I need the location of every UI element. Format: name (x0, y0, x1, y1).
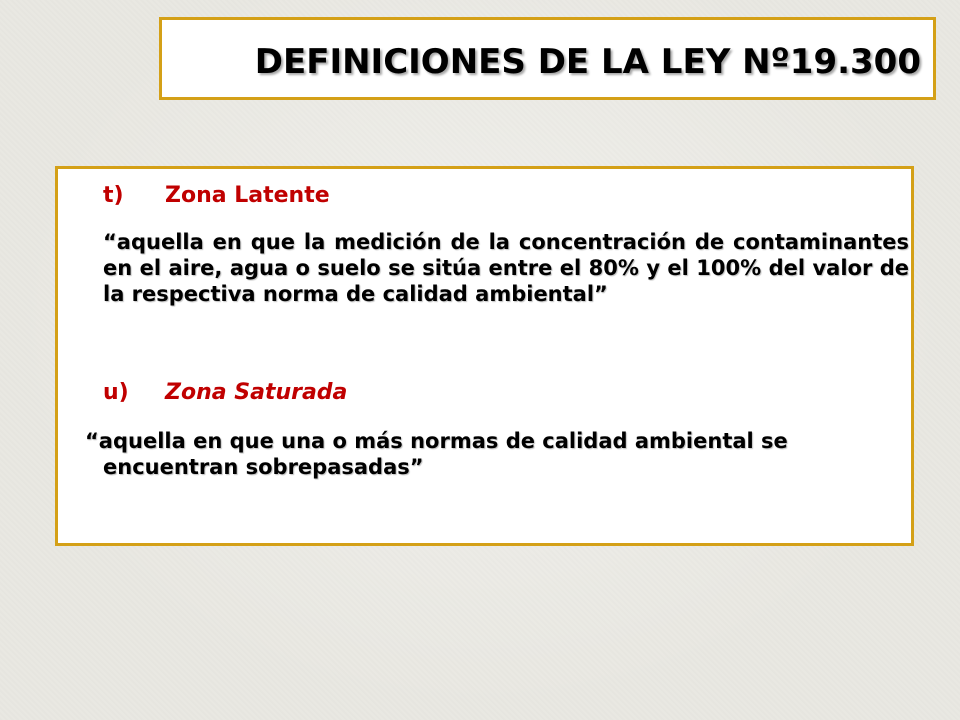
definition-zona-latente: “aquella en que la medición de la concentración de contaminantes en el aire, agua o suelo se sitúa entre el 80% y el 100% del valor de la respectiva norma de calidad ambiental” (103, 230, 909, 306)
definition-zona-saturada-line-2: encuentran sobrepasadas” (103, 455, 424, 479)
item-name: Zona Latente (165, 183, 330, 208)
item-name: Zona Saturada (165, 380, 348, 405)
definition-zona-saturada-line-1: “aquella en que una o más normas de calidad ambiental se (85, 429, 788, 453)
definitions-box (55, 166, 914, 546)
item-letter: t) (103, 183, 124, 208)
item-letter: u) (103, 380, 129, 405)
item-heading-zona-saturada (103, 380, 503, 406)
page-title: DEFINICIONES DE LA LEY Nº19.300 (254, 42, 921, 82)
item-heading-zona-latente (103, 183, 503, 209)
title-box (159, 17, 936, 100)
